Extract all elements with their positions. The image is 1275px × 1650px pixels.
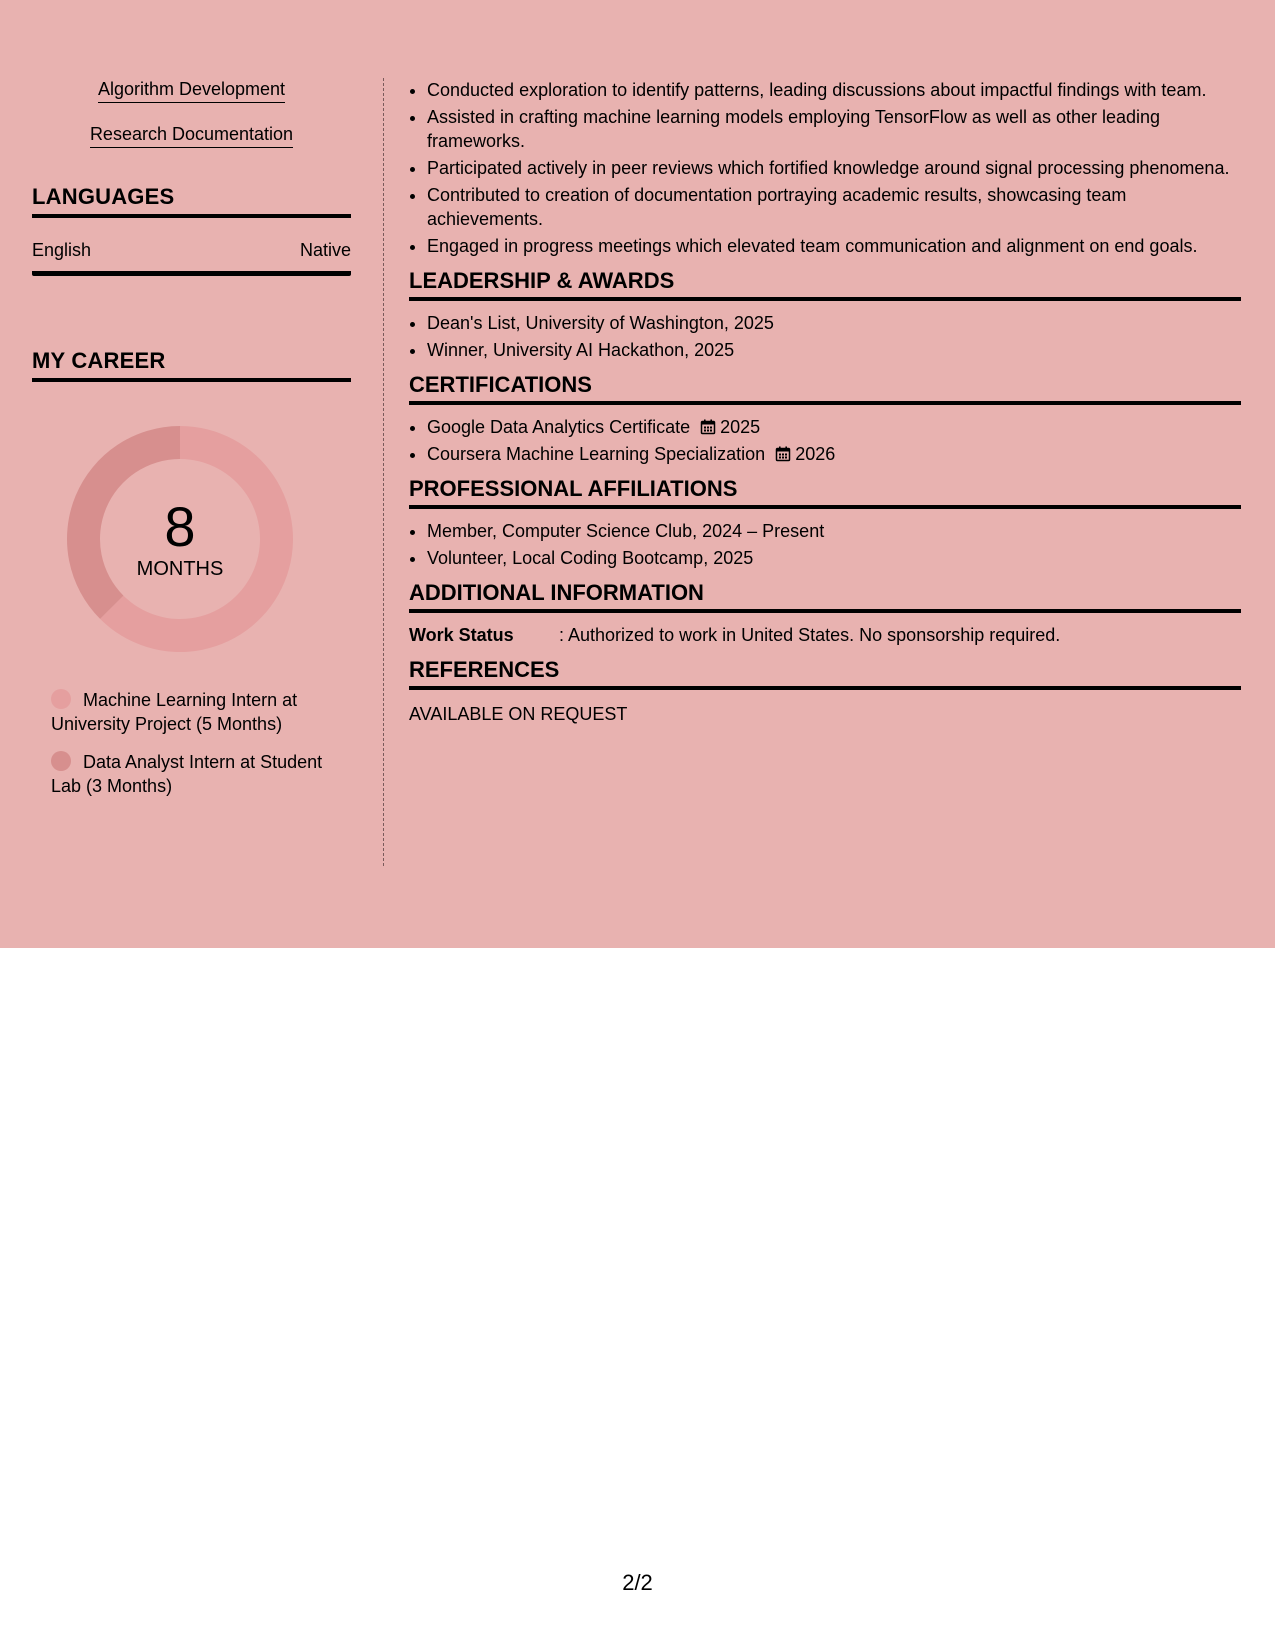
work-status-row <box>409 623 1241 647</box>
work-status-value: : Authorized to work in United States. No sponsorship required. <box>559 625 1061 645</box>
affiliations-heading: PROFESSIONAL AFFILIATIONS <box>409 476 1241 509</box>
experience-bullet: • Conducted exploration to identify patterns, leading discussions about impactful findings with team. <box>427 78 1241 102</box>
calendar-icon <box>700 419 716 435</box>
career-donut-chart <box>65 424 295 654</box>
legend-item <box>51 688 331 736</box>
leadership-item: • Dean's List, University of Washington, 2025 <box>427 311 1241 335</box>
certifications-list <box>409 415 1241 466</box>
affiliation-item: • Member, Computer Science Club, 2024 – Present <box>427 519 1241 543</box>
certification-name: Google Data Analytics Certificate <box>427 417 691 437</box>
career-total-number: 8 <box>164 495 196 558</box>
career-legend <box>51 688 331 798</box>
skill-research-documentation: Research Documentation <box>90 123 293 148</box>
legend-dot <box>51 689 71 709</box>
donut-center <box>65 424 295 654</box>
calendar-icon <box>775 446 791 462</box>
legend-label: Data Analyst Intern at Student Lab (3 Months) <box>51 752 323 796</box>
page-number: 2/2 <box>622 1570 653 1595</box>
affiliations-list <box>409 519 1241 570</box>
legend-label: Machine Learning Intern at University Project (5 Months) <box>51 690 298 734</box>
languages-heading: LANGUAGES <box>32 184 351 218</box>
work-status-label: Work Status <box>409 625 514 645</box>
right-column <box>409 78 1241 726</box>
leadership-heading: LEADERSHIP & AWARDS <box>409 268 1241 301</box>
legend-dot <box>51 751 71 771</box>
career-heading: MY CAREER <box>32 348 351 382</box>
language-name: English <box>32 240 92 260</box>
experience-bullet: • Contributed to creation of documentation portraying academic results, showcasing team achievements. <box>427 183 1241 231</box>
certification-year: 2025 <box>720 417 761 437</box>
certification-item <box>427 415 1241 439</box>
legend-item <box>51 750 331 798</box>
leadership-list <box>409 311 1241 362</box>
career-total-unit: MONTHS <box>136 558 224 580</box>
language-level: Native <box>299 240 351 260</box>
experience-bullets <box>409 78 1241 258</box>
certification-name: Coursera Machine Learning Specialization <box>427 444 766 464</box>
column-divider <box>383 78 384 866</box>
experience-bullet: • Participated actively in peer reviews which fortified knowledge around signal processing phenomena. <box>427 156 1241 180</box>
certifications-heading: CERTIFICATIONS <box>409 372 1241 405</box>
affiliation-item: • Volunteer, Local Coding Bootcamp, 2025 <box>427 546 1241 570</box>
references-heading: REFERENCES <box>409 657 1241 690</box>
additional-info-heading: ADDITIONAL INFORMATION <box>409 580 1241 613</box>
skill-algorithm-development: Algorithm Development <box>98 78 285 103</box>
experience-bullet: • Assisted in crafting machine learning models employing TensorFlow as well as other leading frameworks. <box>427 105 1241 153</box>
language-row <box>32 240 351 276</box>
leadership-item: • Winner, University AI Hackathon, 2025 <box>427 338 1241 362</box>
experience-bullet: • Engaged in progress meetings which elevated team communication and alignment on end goals. <box>427 234 1241 258</box>
certification-item <box>427 442 1241 466</box>
references-text: AVAILABLE ON REQUEST <box>409 704 628 724</box>
certification-year: 2026 <box>795 444 836 464</box>
left-column <box>32 78 351 812</box>
